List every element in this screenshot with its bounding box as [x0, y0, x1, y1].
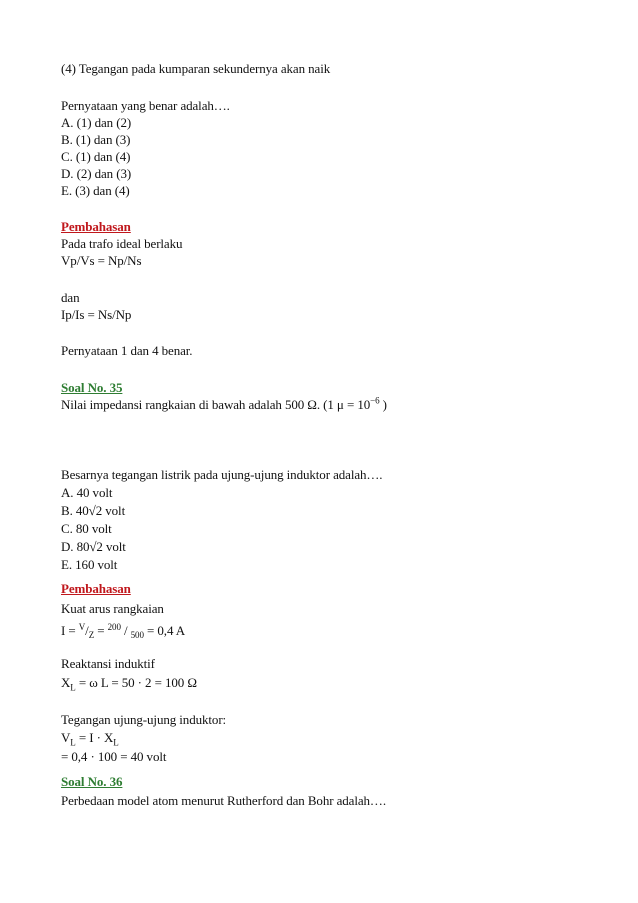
question-35-prompt: Besarnya tegangan listrik pada ujung-ujung induktor adalah….	[61, 467, 383, 482]
formula-part: =	[94, 623, 108, 638]
question-35-body: Nilai impedansi rangkaian di bawah adalah 500 Ω. (1 μ = 10	[61, 397, 371, 412]
pembahasan-heading-35: Pembahasan	[61, 581, 131, 596]
formula-part: = I · X	[75, 730, 114, 745]
option-e: E. 160 volt	[61, 557, 118, 572]
question-34-prompt: Pernyataan yang benar adalah….	[61, 98, 230, 113]
question-35-text	[61, 397, 387, 413]
current-formula	[61, 619, 185, 643]
soal-36-heading: Soal No. 36	[61, 774, 123, 789]
voltage-formula	[61, 730, 119, 746]
numerator-200: 200	[107, 622, 121, 632]
formula-part: = 0,4 A	[143, 623, 186, 638]
question-36-text: Perbedaan model atom menurut Rutherford dan Bohr adalah….	[61, 793, 386, 808]
pembahasan-heading-34: Pembahasan	[61, 219, 131, 234]
denominator-500: 500	[130, 630, 144, 640]
closing-paren: )	[379, 397, 387, 412]
soal-35-heading: Soal No. 35	[61, 380, 123, 395]
exponent: −6	[370, 395, 380, 406]
reactance-formula	[61, 675, 197, 691]
explanation-line: dan	[61, 290, 80, 305]
voltage-result: = 0,4 · 100 = 40 volt	[61, 749, 167, 764]
formula-voltage-ratio: Vp/Vs = Np/Ns	[61, 253, 142, 268]
denominator-z: Z	[88, 630, 95, 640]
fraction-slash: /	[120, 623, 131, 638]
formula-part: I =	[61, 623, 79, 638]
subscript: L	[70, 737, 76, 748]
numerator-v: V	[78, 622, 86, 632]
fraction-slash: /	[85, 623, 89, 638]
conclusion-line: Pernyataan 1 dan 4 benar.	[61, 343, 193, 358]
explanation-line: Reaktansi induktif	[61, 656, 155, 671]
option-b: B. 40√2 volt	[61, 503, 126, 518]
formula-part: = ω L = 50 · 2 = 100 Ω	[75, 675, 197, 690]
option-b: B. (1) dan (3)	[61, 132, 131, 147]
option-c: C. 80 volt	[61, 521, 112, 536]
explanation-line: Kuat arus rangkaian	[61, 601, 164, 616]
subscript: L	[70, 682, 76, 693]
option-d: D. 80√2 volt	[61, 539, 126, 554]
formula-part: V	[61, 730, 71, 745]
option-c: C. (1) dan (4)	[61, 149, 131, 164]
option-d: D. (2) dan (3)	[61, 166, 132, 181]
formula-part: X	[61, 675, 71, 690]
option-a: A. 40 volt	[61, 485, 113, 500]
explanation-line: Tegangan ujung-ujung induktor:	[61, 712, 227, 727]
option-e: E. (3) dan (4)	[61, 183, 130, 198]
statement-4: (4) Tegangan pada kumparan sekundernya akan naik	[61, 61, 331, 76]
option-a: A. (1) dan (2)	[61, 115, 132, 130]
explanation-line: Pada trafo ideal berlaku	[61, 236, 183, 251]
subscript: L	[113, 737, 119, 748]
formula-current-ratio: Ip/Is = Ns/Np	[61, 307, 132, 322]
